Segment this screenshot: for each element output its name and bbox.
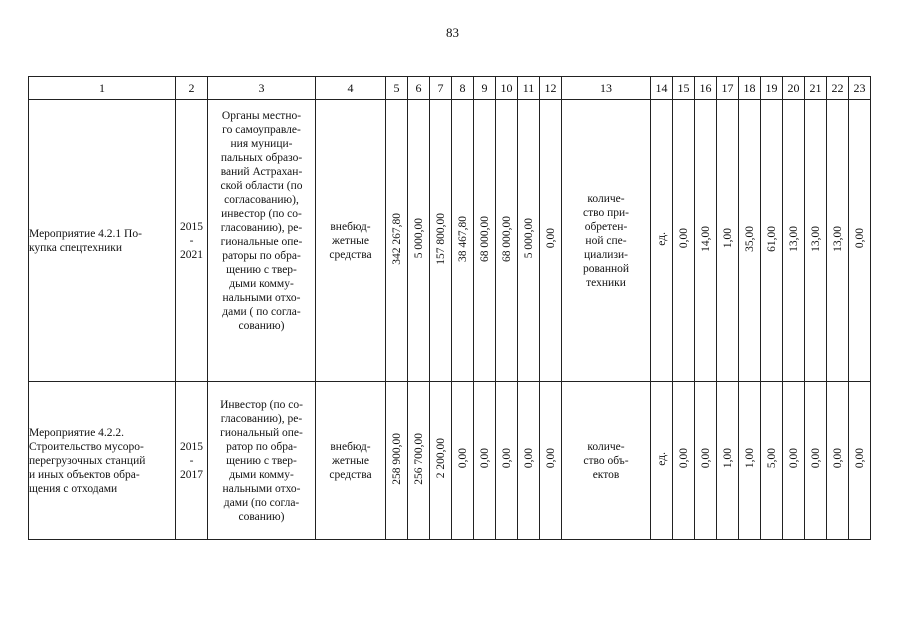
funding-value-cell-text: 2 200,00 [434, 438, 447, 479]
target-value-cell [673, 100, 695, 382]
target-value-cell-text: 1,00 [721, 448, 734, 469]
target-value-cell-text: 1,00 [721, 228, 734, 249]
funding-value-cell [452, 382, 474, 540]
executors-cell: Органы местно- го самоуправле- ния муници- пальных образо- ваний Астрахан- ской области (по согласованию), инвестор (по со- гласованию), ре- гиональные опе- раторы по обра- щению с твер- дыми комму- нальными отхо- дами ( по согла- сованию) [208, 100, 316, 382]
funding-value-cell-text: 256 700,00 [412, 432, 425, 485]
measure-name-cell: Мероприятие 4.2.2. Строительство мусоро- перегрузочных станций и иных объектов обра- щения с отходами [29, 382, 176, 540]
target-value-cell [761, 382, 783, 540]
target-value-cell-text: 0,00 [853, 228, 866, 249]
column-header: 7 [430, 77, 452, 100]
column-header: 9 [474, 77, 496, 100]
indicator-cell: количе- ство объ- ектов [562, 382, 651, 540]
unit-cell-text: ед. [655, 231, 668, 246]
funding-value-cell [386, 382, 408, 540]
target-value-cell [805, 100, 827, 382]
funding-value-cell [474, 382, 496, 540]
target-value-cell-text: 5,00 [765, 448, 778, 469]
funding-value-cell-text: 0,00 [522, 448, 535, 469]
target-value-cell [849, 382, 871, 540]
funding-value-cell [452, 100, 474, 382]
column-header: 14 [651, 77, 673, 100]
column-header: 13 [562, 77, 651, 100]
unit-cell-text: ед. [655, 451, 668, 466]
funding-value-cell-text: 342 267,80 [390, 212, 403, 265]
table-row [29, 100, 871, 382]
column-header: 15 [673, 77, 695, 100]
funding-value-cell [386, 100, 408, 382]
target-value-cell [783, 382, 805, 540]
target-value-cell-text: 0,00 [677, 228, 690, 249]
column-header: 20 [783, 77, 805, 100]
funding-value-cell [430, 382, 452, 540]
header-row [29, 77, 871, 100]
target-value-cell-text: 13,00 [809, 225, 822, 252]
target-value-cell-text: 35,00 [743, 225, 756, 252]
funding-value-cell [496, 100, 518, 382]
page-number: 83 [446, 25, 459, 40]
unit-cell [651, 100, 673, 382]
column-header: 8 [452, 77, 474, 100]
unit-cell [651, 382, 673, 540]
target-value-cell [695, 382, 717, 540]
target-value-cell-text: 1,00 [743, 448, 756, 469]
target-value-cell [673, 382, 695, 540]
column-header: 5 [386, 77, 408, 100]
column-header: 23 [849, 77, 871, 100]
column-header: 1 [29, 77, 176, 100]
column-header: 18 [739, 77, 761, 100]
target-value-cell [739, 100, 761, 382]
column-header: 19 [761, 77, 783, 100]
funding-value-cell-text: 157 800,00 [434, 212, 447, 265]
target-value-cell-text: 0,00 [677, 448, 690, 469]
target-value-cell-text: 0,00 [787, 448, 800, 469]
program-table [28, 76, 871, 540]
measure-name-cell: Мероприятие 4.2.1 По- купка спецтехники [29, 100, 176, 382]
target-value-cell [783, 100, 805, 382]
funding-value-cell-text: 68 000,00 [478, 215, 491, 262]
indicator-cell: количе- ство при- обретен- ной спе- циализи- рованной техники [562, 100, 651, 382]
target-value-cell-text: 0,00 [699, 448, 712, 469]
column-header: 16 [695, 77, 717, 100]
column-header: 11 [518, 77, 540, 100]
target-value-cell [695, 100, 717, 382]
funding-value-cell-text: 0,00 [500, 448, 513, 469]
target-value-cell-text: 13,00 [831, 225, 844, 252]
funding-value-cell-text: 5 000,00 [412, 218, 425, 259]
column-header: 3 [208, 77, 316, 100]
funding-value-cell-text: 0,00 [544, 448, 557, 469]
target-value-cell [761, 100, 783, 382]
executors-cell: Инвестор (по со- гласованию), ре- гиональный опе- ратор по обра- щению с твер- дыми комму- нальными отхо- дами (по согла- сованию) [208, 382, 316, 540]
target-value-cell-text: 0,00 [809, 448, 822, 469]
funding-source-cell: внебюд- жетные средства [316, 100, 386, 382]
column-header: 21 [805, 77, 827, 100]
target-value-cell-text: 0,00 [853, 448, 866, 469]
funding-value-cell [518, 100, 540, 382]
column-header: 4 [316, 77, 386, 100]
table-row [29, 382, 871, 540]
target-value-cell-text: 13,00 [787, 225, 800, 252]
funding-value-cell-text: 0,00 [544, 228, 557, 249]
funding-value-cell [408, 382, 430, 540]
funding-value-cell [540, 100, 562, 382]
funding-value-cell-text: 38 467,80 [456, 215, 469, 262]
target-value-cell [827, 382, 849, 540]
funding-value-cell [540, 382, 562, 540]
column-header: 6 [408, 77, 430, 100]
target-value-cell-text: 61,00 [765, 225, 778, 252]
funding-value-cell-text: 0,00 [456, 448, 469, 469]
funding-value-cell [518, 382, 540, 540]
funding-value-cell [474, 100, 496, 382]
funding-value-cell [430, 100, 452, 382]
column-header: 10 [496, 77, 518, 100]
target-value-cell [849, 100, 871, 382]
column-header: 17 [717, 77, 739, 100]
target-value-cell [717, 382, 739, 540]
column-header: 12 [540, 77, 562, 100]
funding-source-cell: внебюд- жетные средства [316, 382, 386, 540]
column-header: 22 [827, 77, 849, 100]
target-value-cell [827, 100, 849, 382]
funding-value-cell-text: 68 000,00 [500, 215, 513, 262]
funding-value-cell [496, 382, 518, 540]
funding-value-cell [408, 100, 430, 382]
target-value-cell [739, 382, 761, 540]
funding-value-cell-text: 0,00 [478, 448, 491, 469]
target-value-cell [717, 100, 739, 382]
target-value-cell-text: 0,00 [831, 448, 844, 469]
period-cell: 2015 - 2017 [176, 382, 208, 540]
target-value-cell [805, 382, 827, 540]
funding-value-cell-text: 258 900,00 [390, 432, 403, 485]
funding-value-cell-text: 5 000,00 [522, 218, 535, 259]
target-value-cell-text: 14,00 [699, 225, 712, 252]
period-cell: 2015 - 2021 [176, 100, 208, 382]
column-header: 2 [176, 77, 208, 100]
